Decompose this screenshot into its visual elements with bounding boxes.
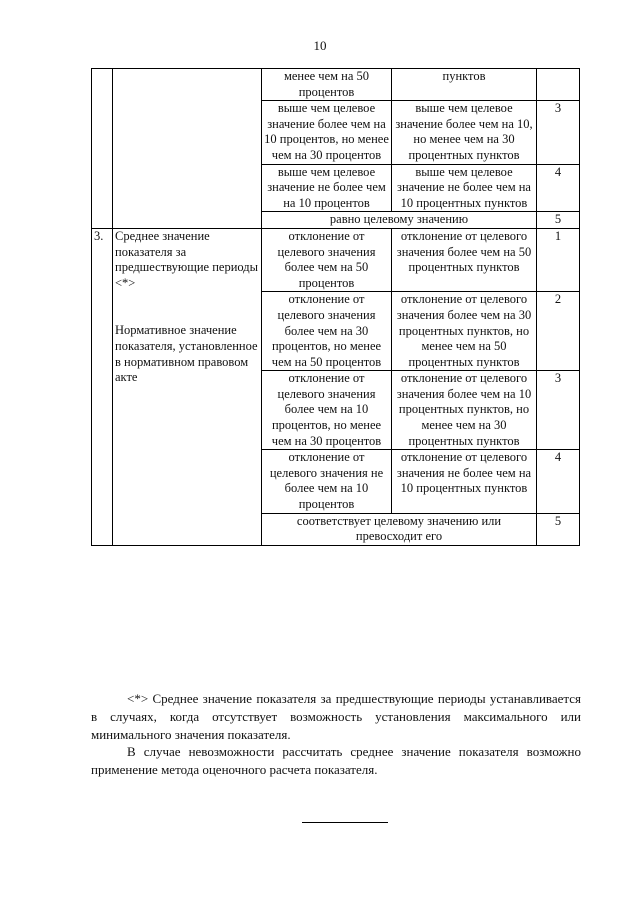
condition-points-cell: выше чем целевое значение не более чем на 10 процентных пунктов bbox=[392, 164, 537, 212]
indicator-normative-name: Нормативное значение показателя, установленное в нормативном правовом акте bbox=[115, 323, 258, 385]
index-cell: 3. bbox=[92, 228, 113, 545]
indicator-name-cell bbox=[113, 69, 262, 229]
score-cell: 4 bbox=[537, 450, 580, 513]
condition-cell: менее чем на 50 процентов bbox=[262, 69, 392, 101]
condition-points-cell: пунктов bbox=[392, 69, 537, 101]
evaluation-table bbox=[91, 68, 580, 546]
condition-merged-cell: равно целевому значению bbox=[262, 212, 537, 229]
condition-cell: выше чем целевое значение более чем на 10 процентов, но менее чем на 30 процентов bbox=[262, 101, 392, 164]
condition-points-cell: отклонение от целевого значения более чем на 30 процентных пунктов, но менее чем на 50 процентных пунктов bbox=[392, 292, 537, 371]
score-cell: 5 bbox=[537, 513, 580, 545]
separator-line bbox=[302, 822, 388, 823]
condition-merged-cell: соответствует целевому значению или превосходит его bbox=[262, 513, 537, 545]
footnote-text: <*> Среднее значение показателя за предшествующие периоды устанавливается в случаях, когда отсутствует возможность установления максимального или минимального значения показателя. bbox=[91, 691, 581, 742]
condition-cell: отклонение от целевого значения более чем на 30 процентов, но менее чем на 50 процентов bbox=[262, 292, 392, 371]
score-cell bbox=[537, 69, 580, 101]
indicator-name-cell bbox=[113, 228, 262, 545]
page-number: 10 bbox=[313, 38, 327, 53]
condition-points-cell: отклонение от целевого значения более чем на 10 процентных пунктов, но менее чем на 30 процентных пунктов bbox=[392, 371, 537, 450]
score-cell: 3 bbox=[537, 101, 580, 164]
condition-cell: выше чем целевое значение не более чем на 10 процентов bbox=[262, 164, 392, 212]
table-row bbox=[92, 69, 580, 101]
condition-cell: отклонение от целевого значения не более чем на 10 процентов bbox=[262, 450, 392, 513]
footnote-block bbox=[91, 690, 581, 779]
index-cell bbox=[92, 69, 113, 229]
score-cell: 5 bbox=[537, 212, 580, 229]
note-text: В случае невозможности рассчитать среднее значение показателя возможно применение метода оценочного расчета показателя. bbox=[91, 744, 581, 778]
score-cell: 2 bbox=[537, 292, 580, 371]
indicator-name: Среднее значение показателя за предшествующие периоды <*> bbox=[115, 228, 259, 290]
condition-cell: отклонение от целевого значения более чем на 50 процентов bbox=[262, 228, 392, 291]
condition-points-cell: выше чем целевое значение более чем на 10, но менее чем на 30 процентных пунктов bbox=[392, 101, 537, 164]
score-cell: 1 bbox=[537, 228, 580, 291]
table-row bbox=[92, 228, 580, 291]
score-cell: 3 bbox=[537, 371, 580, 450]
condition-points-cell: отклонение от целевого значения более чем на 50 процентных пунктов bbox=[392, 228, 537, 291]
score-cell: 4 bbox=[537, 164, 580, 212]
condition-points-cell: отклонение от целевого значения не более чем на 10 процентных пунктов bbox=[392, 450, 537, 513]
condition-cell: отклонение от целевого значения более чем на 10 процентов, но менее чем на 30 процентов bbox=[262, 371, 392, 450]
